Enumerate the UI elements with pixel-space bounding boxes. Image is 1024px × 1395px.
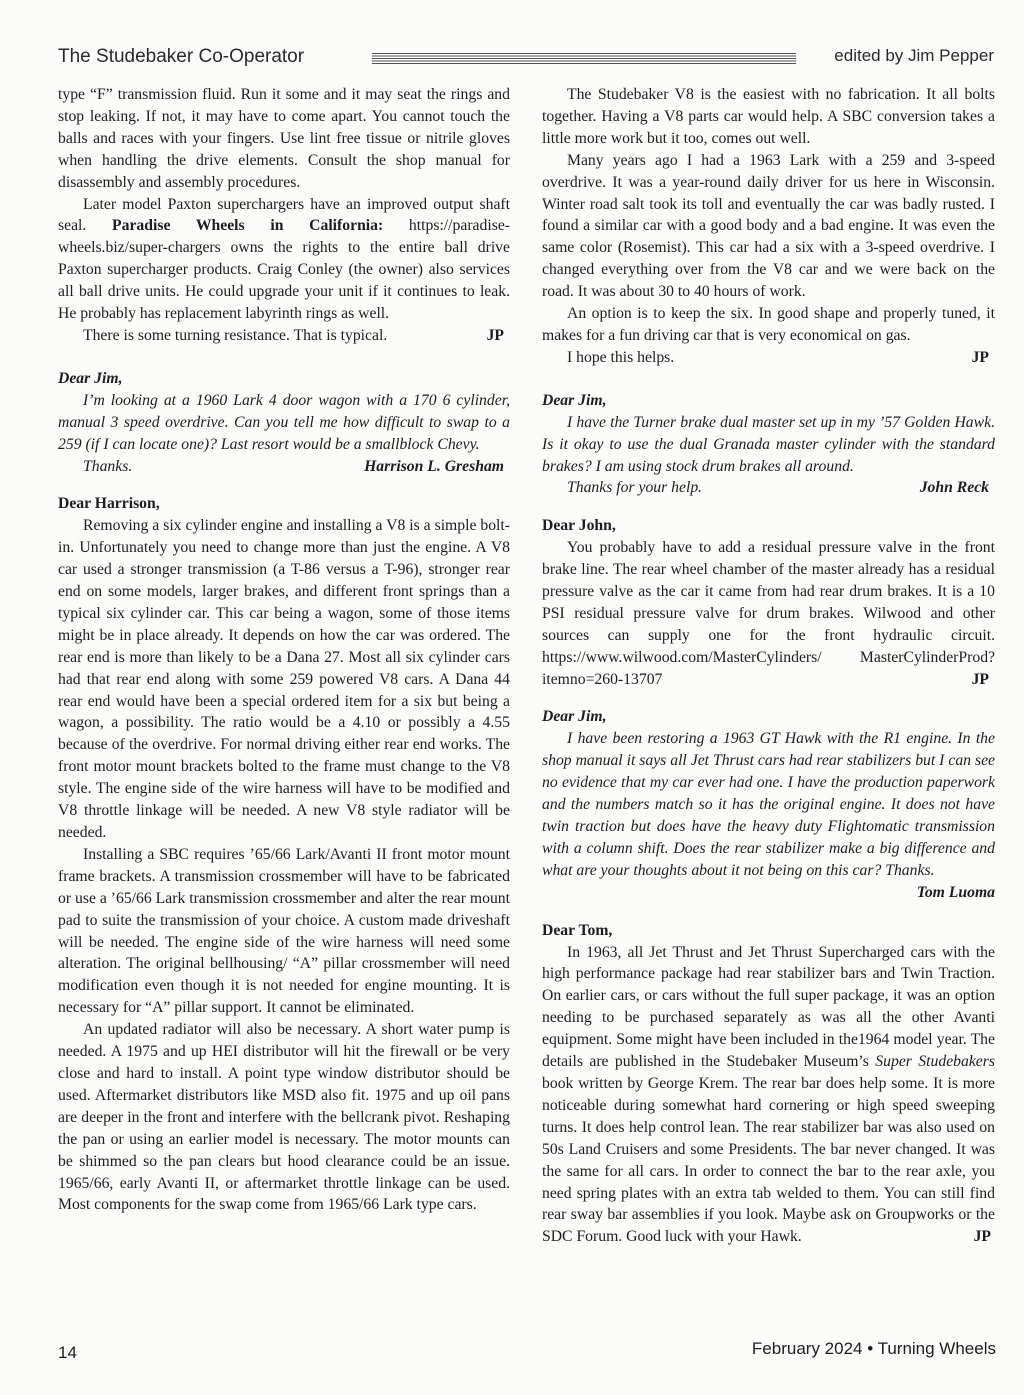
signature: JP	[973, 1228, 991, 1246]
letter-thanks: Thanks.	[83, 457, 133, 475]
paragraph	[58, 194, 510, 325]
italic-title: Super Studebakers	[875, 1053, 995, 1071]
salutation: Dear Jim,	[542, 391, 607, 409]
signature: Tom Luoma	[916, 883, 995, 901]
text-run: book written by George Krem. The rear bar does help some. It is more noticeable during somewhat hard cornering or high speed sweeping turns. It does help control lean. The rear stabilizer bar was also used on 50s Land Cruisers and some Presidents. The bar never changed. It was the same for all cars. In order to connect the bar to the rear axle, you need spring plates with an extra tab welded to them. You can still find rear sway bar assemblies if you look. Maybe ask on Groupworks or the SDC Forum. Good luck with your Hawk.	[542, 1074, 995, 1246]
salutation: Dear John,	[542, 517, 616, 535]
text-run: In 1963, all Jet Thrust and Jet Thrust Supercharged cars with the high performance package had rear stabilizer bars and Twin Traction. On earlier cars, or cars without the full super package, it was an option needing to be purchased separately as was all the other Avanti equipment. Some might have been included in the1964 model year. The details are published in the Studebaker Museum’s	[542, 943, 995, 1071]
signoff-row	[542, 477, 995, 499]
signature: Harrison L. Gresham	[364, 457, 504, 475]
column-editor: edited by Jim Pepper	[834, 46, 994, 65]
signoff-row	[58, 325, 510, 347]
issue-footer: February 2024 • Turning Wheels	[751, 1339, 996, 1358]
reader-letter: I’m looking at a 1960 Lark 4 door wagon with a 170 6 cylinder, manual 3 speed overdrive. Can you tell me how difficult to swap to a 259 (if I can locate one)? Last resort would be a smallblock Chevy.	[58, 391, 510, 453]
paragraph	[542, 942, 995, 1249]
salutation: Dear Tom,	[542, 921, 613, 939]
bold-text: Paradise Wheels in California:	[112, 217, 384, 235]
column-title: The Studebaker Co-Operator	[58, 46, 305, 67]
letter-thanks: Thanks for your help.	[567, 479, 703, 497]
text-run: Later model Paxton superchargers have an improved output shaft seal.	[58, 195, 510, 235]
paragraph: Removing a six cylinder engine and installing a V8 is a simple bolt-in. Unfortunately you need to change more than just the engine. A V8 car used a stronger transmission (a T-86 versus a T-96), stronger rear end on some models, larger brakes, and different front springs than a typical six cylinder car. This car being a wagon, some of those items might be in place already. It depends on how the car was ordered. The rear end is more than likely to be a Dana 27. Most all six cylinder cars had that rear end along with some 259 powered V8 cars. A Dana 44 rear end would have been a special ordered item for a six but being a wagon, a possibility. The ratio would be a 4.10 or possibly a 4.55 because of the overdrive. For normal driving either rear end works. The front motor mount brackets bolted to the frame must change to the V8 style. The engine side of the wire harness will have to be modified and V8 throttle linkage will be needed. A new V8 style radiator will be needed.	[58, 517, 510, 841]
signature: JP	[971, 670, 989, 688]
page-number: 14	[58, 1343, 77, 1362]
paragraph: You probably have to add a residual pressure valve in the front brake line. The rear wheel chamber of the master already has a residual pressure valve as the car it came from had rear drum brakes. It is a 10 PSI residual pressure valve for drum brakes. Wilwood and other sources can supply one for the front hydraulic circuit. https://www.wilwood.com/MasterCylinders/ MasterCylinderProd?itemno=260-13707	[542, 539, 995, 688]
signature: John Reck	[919, 479, 989, 497]
signoff-row	[58, 456, 510, 478]
salutation: Dear Harrison,	[58, 495, 160, 513]
salutation: Dear Jim,	[58, 369, 123, 387]
header-rule	[372, 53, 796, 64]
right-column	[542, 84, 995, 1248]
signature: JP	[971, 348, 989, 366]
left-column	[58, 84, 510, 1216]
paragraph: Many years ago I had a 1963 Lark with a 259 and 3-speed overdrive. It was a year-round daily driver for us here in Wisconsin. Winter road salt took its toll and eventually the car was badly rusted. I found a similar car with a good body and a bad engine. It was even the same color (Rosemist). This car had a six with a 3-speed overdrive. I changed everything over from the V8 car and we were back on the road. It was about 30 to 40 hours of work.	[542, 151, 995, 301]
paragraph: type “F” transmission fluid. Run it some and it may seat the rings and stop leaking. If not, it may have to come apart. You cannot touch the balls and races with your fingers. Use lint free tissue or nitrile gloves when handling the drive elements. Consult the shop manual for disassembly and assembly procedures.	[58, 86, 510, 191]
paragraph: Installing a SBC requires ’65/66 Lark/Avanti II front motor mount frame brackets. A transmission crossmember will have to be fabricated or use a ’65/66 Lark transmission crossmember and alter the rear mount pad to suite the transmission of your choice. A custom made driveshaft will be needed. The engine side of the wire harness will need some alteration. The original bellhousing/ “A” pillar crossmember will need modification even though it is not needed for engine mounting. It is necessary for “A” pillar support. It cannot be eliminated.	[58, 845, 510, 1017]
signature: JP	[486, 326, 504, 344]
reader-letter: I have the Turner brake dual master set up in my ’57 Golden Hawk. Is it okay to use the dual Granada master cylinder with the standard brakes? I am using stock drum brakes all around.	[542, 413, 995, 475]
signoff-row	[542, 347, 995, 369]
paragraph: An updated radiator will also be necessary. A short water pump is needed. A 1975 and up HEI distributor will hit the firewall or be very close and hard to install. A point type window distributor should be used. Aftermarket distributors like MSD also fit. 1975 and up oil pans are deeper in the front and interfere with the bellcrank pivot. Reshaping the pan or using an earlier model is necessary. The motor mounts can be shimmed so the pan clears but hood clearance could be an issue. 1965/66, early Avanti II, or aftermarket throttle linkage can be used. Most components for the swap come from 1965/66 Lark type cars.	[58, 1021, 510, 1214]
paragraph: There is some turning resistance. That is typical.	[83, 326, 388, 344]
text-run: https://paradise-wheels.biz/super-chargers owns the rights to the entire ball drive Paxton supercharger products. Craig Conley (the owner) also services all ball drive units. He could upgrade your unit if it continues to leak. He probably has replacement labyrinth rings as well.	[58, 217, 511, 323]
paragraph: I hope this helps.	[567, 348, 675, 366]
reader-letter: I have been restoring a 1963 GT Hawk with the R1 engine. In the shop manual it says all Jet Thrust cars had rear stabilizers but I can see no evidence that my car ever had one. I have the production paperwork and the numbers match so it has the original engine. It does not have twin traction but does have the heavy duty Flightomatic transmission with a column shift. Does the rear stabilizer make a big difference and what are your thoughts about it not being on this car? Thanks.	[542, 730, 995, 879]
paragraph: An option is to keep the six. In good shape and properly tuned, it makes for a fun driving car that is very economical on gas.	[542, 305, 995, 344]
paragraph: The Studebaker V8 is the easiest with no fabrication. It all bolts together. Having a V8 parts car would help. A SBC conversion takes a little more work but it too, comes out well.	[542, 86, 995, 147]
salutation: Dear Jim,	[542, 708, 607, 726]
